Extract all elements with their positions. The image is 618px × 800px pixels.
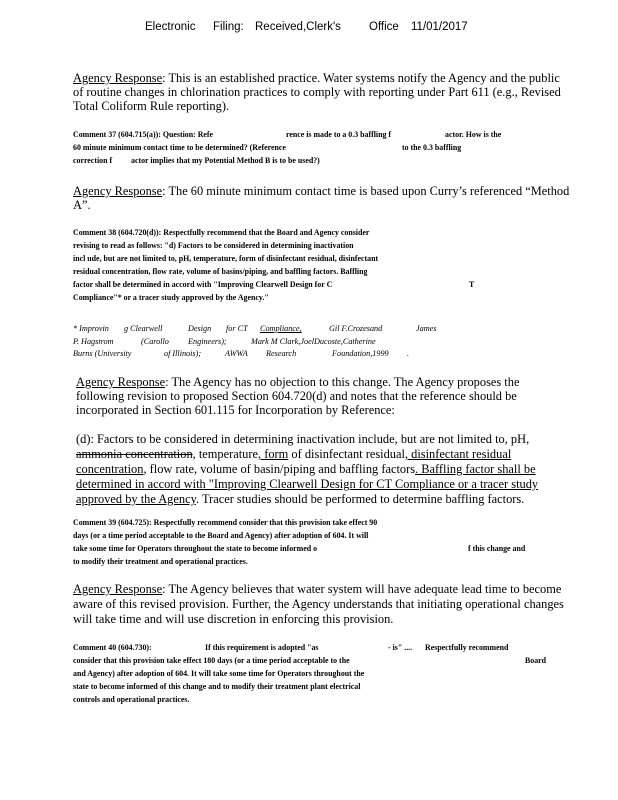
citation-word: * Improvin	[73, 324, 109, 333]
agency-response-3	[76, 375, 568, 417]
comment-line: T	[469, 280, 475, 289]
comment-line: actor implies that my Potential Method B is to be used?)	[131, 156, 320, 165]
comment-line: days (or a time period acceptable to the Board and Agency) after adoption of 604. It will	[73, 531, 369, 540]
citation-word: g Clearwell	[124, 324, 163, 333]
comment-line: Board	[525, 656, 547, 665]
citation-word: Design	[188, 324, 212, 333]
revision-text: (d): Factors to be considered in determining inactivation include, but are not limited to, pH,	[76, 432, 530, 446]
comment-line: controls and operational practices.	[73, 695, 190, 704]
comment-line: actor. How is the	[445, 130, 502, 139]
comment-line: 60 minute minimum contact time to be determined? (Reference	[73, 143, 286, 152]
revision-inserted-text: , disinfectant residual concentration	[76, 447, 512, 476]
revision-text: , flow rate, volume of basin/piping and baffling factors	[143, 462, 416, 476]
header-office: Office	[369, 21, 399, 33]
citation-word: Research	[266, 349, 297, 358]
comment-line: incl ude, but are not limited to, pH, temperature, form of disinfectant residual, disinfectant	[73, 254, 379, 263]
header-electronic: Electronic	[145, 21, 196, 33]
citation-word: of Illinois);	[164, 349, 202, 358]
citation-word: (Carollo	[141, 336, 169, 346]
citation-word: Compliance,	[260, 324, 302, 333]
citation-word: .	[407, 349, 410, 358]
comment-40	[73, 641, 547, 706]
response-label: Agency Response	[73, 71, 163, 85]
revision-text: . Tracer studies should be performed to determine baffling factors.	[195, 492, 525, 506]
agency-response-4	[73, 582, 573, 627]
citation-word: P. Hagstrom	[73, 336, 114, 346]
header-received: Received,Clerk's	[255, 21, 341, 33]
header-filing: Filing:	[213, 21, 244, 33]
citation-footnote	[73, 323, 543, 361]
comment-line: state to become informed of this change and to modify their treatment plant electrical	[73, 682, 361, 691]
revision-text: , temperature	[192, 447, 259, 461]
comment-line: - is" ....	[388, 643, 413, 652]
comment-39	[73, 516, 543, 568]
citation-word: Foundation,1999	[332, 349, 389, 358]
comment-line: take some time for Operators throughout the state to become informed o	[73, 544, 318, 553]
comment-line: consider that this provision take effect 180 days (or a time period acceptable to the	[73, 656, 350, 665]
citation-word: Mark M Clark,JoelDucoste,Catherine	[251, 336, 376, 346]
response-text: : The 60 minute minimum contact time is based upon Curry’s referenced “Method A”.	[73, 184, 570, 212]
citation-word: AWWA	[225, 349, 248, 358]
comment-37	[73, 128, 543, 167]
comment-line: and Agency) after adoption of 604. It will take some time for Operators throughout the	[73, 669, 365, 678]
response-label: Agency Response	[76, 375, 166, 389]
comment-line: rence is made to a 0.3 baffling f	[286, 130, 392, 139]
agency-response-2	[73, 184, 573, 212]
comment-line: Compliance"* or a tracer study approved by the Agency."	[73, 293, 269, 302]
response-label: Agency Response	[73, 582, 163, 596]
revision-deleted-text: ammonia concentration	[76, 447, 193, 461]
comment-line: Comment 40 (604.730):	[73, 643, 152, 652]
comment-line: Respectfully recommend	[425, 643, 509, 652]
response-text: : The Agency believes that water system will have adequate lead time to become aware of this revised provision. Further, the Agency understands that initiating operational changes will take time and will use discretion in enforcing this provision.	[73, 582, 564, 626]
comment-line: Comment 38 (604.720(d)): Respectfully recommend that the Board and Agency consider	[73, 228, 370, 237]
agency-response-1	[73, 71, 573, 113]
citation-word: Engineers);	[188, 336, 227, 346]
citation-word: James	[416, 324, 437, 333]
response-text: : This is an established practice. Water systems notify the Agency and the public of routine changes in chlorination practices to comply with reporting under Part 611 (e.g., Revised Total Coliform Rule reporting).	[73, 71, 561, 113]
comment-line: to the 0.3 baffling	[402, 143, 462, 152]
revision-inserted-text: . Baffling factor shall be determined in accord with "Improving Clearwell Design for CT Compliance or a tracer study approved by the Agency	[76, 462, 539, 506]
header-date: 11/01/2017	[411, 21, 468, 33]
response-label: Agency Response	[73, 184, 163, 198]
page-header	[0, 21, 618, 37]
comment-line: factor shall be determined in accord with "Improving Clearwell Design for C	[73, 280, 333, 289]
revision-inserted-text: , form	[258, 447, 289, 461]
comment-line: residual concentration, flow rate, volume of basins/piping, and baffling factors. Baffling	[73, 267, 368, 276]
response-text: : The Agency has no objection to this change. The Agency proposes the following revision to proposed Section 604.720(d) and notes that the reference should be incorporated in Section 601.115 for Incorporation by Reference:	[76, 375, 520, 417]
comment-line: f this change and	[468, 544, 526, 553]
comment-line: to modify their treatment and operational practices.	[73, 557, 248, 566]
comment-38	[73, 226, 543, 304]
comment-line: revising to read as follows: "d) Factors to be considered in determining inactivation	[73, 241, 354, 250]
revision-text: of disinfectant residual	[288, 447, 405, 461]
comment-line: Comment 37 (604.715(a)): Question: Refe	[73, 130, 214, 139]
proposed-revision-604-720d	[76, 432, 576, 507]
comment-line: Comment 39 (604.725): Respectfully recommend consider that this provision take effect 90	[73, 518, 378, 527]
comment-line: correction f	[73, 156, 113, 165]
citation-word: for CT	[226, 324, 248, 333]
citation-word: Burns (University	[73, 349, 132, 358]
comment-line: If this requirement is adopted "as	[205, 643, 319, 652]
citation-word: Gil F.Crozesand	[329, 324, 383, 333]
